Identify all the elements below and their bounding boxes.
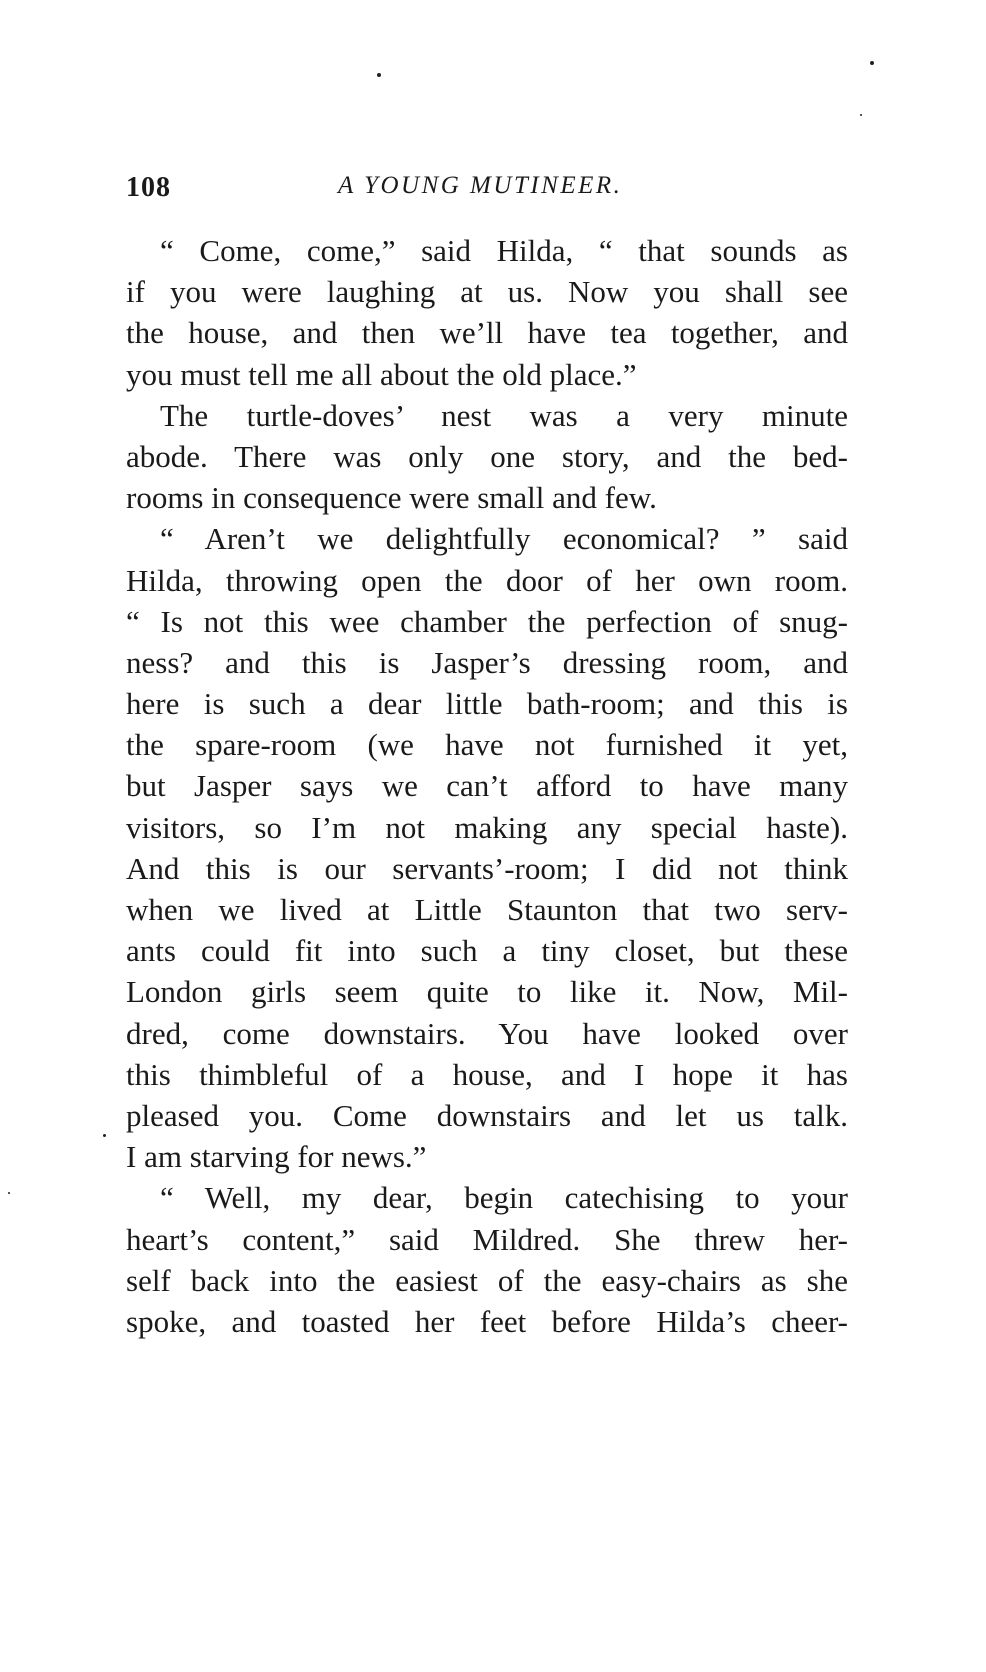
text-line: ness? and this is Jasper’s dressing room, and xyxy=(126,644,848,680)
text-line: you must tell me all about the old place.” xyxy=(126,356,637,392)
text-line: heart’s content,” said Mildred. She threw her- xyxy=(126,1221,848,1257)
page-number: 108 xyxy=(126,172,171,203)
text-line: if you were laughing at us. Now you shall see xyxy=(126,274,848,310)
ink-speck xyxy=(8,1192,10,1194)
text-line: when we lived at Little Staunton that two serv- xyxy=(126,892,848,927)
text-line: spoke, and toasted her feet before Hilda’s cheer- xyxy=(126,1303,848,1339)
text-line: ants could fit into such a tiny closet, but these xyxy=(126,933,848,969)
text-line: dred, come downstairs. You have looked over xyxy=(126,1015,848,1051)
running-title: A YOUNG MUTINEER. xyxy=(338,172,623,199)
text-line: The turtle-doves’ nest was a very minute xyxy=(160,397,848,433)
ink-speck xyxy=(870,61,874,65)
text-line: “ Is not this wee chamber the perfection of snug- xyxy=(126,603,848,639)
text-line: abode. There was only one story, and the bed- xyxy=(126,438,848,474)
running-head xyxy=(126,172,848,212)
text-line: rooms in consequence were small and few. xyxy=(126,480,657,516)
text-line: “ Well, my dear, begin catechising to your xyxy=(160,1180,848,1216)
text-line: here is such a dear little bath-room; and this is xyxy=(126,686,848,722)
text-line: “ Aren’t we delightfully economical? ” said xyxy=(160,521,848,557)
text-line: “ Come, come,” said Hilda, “ that sounds as xyxy=(160,233,848,268)
text-line: the spare-room (we have not furnished it yet, xyxy=(126,727,848,763)
body-text xyxy=(126,230,848,1342)
ink-speck xyxy=(860,114,862,116)
text-line: London girls seem quite to like it. Now, Mil- xyxy=(126,974,848,1010)
text-line: pleased you. Come downstairs and let us talk. xyxy=(126,1097,848,1133)
text-line: Hilda, throwing open the door of her own room. xyxy=(126,562,848,598)
text-line: self back into the easiest of the easy-chairs as she xyxy=(126,1262,848,1298)
text-line: And this is our servants’-room; I did not think xyxy=(126,850,848,886)
ink-speck xyxy=(103,1134,106,1137)
text-line: this thimbleful of a house, and I hope it has xyxy=(126,1056,848,1092)
text-line: I am starving for news.” xyxy=(126,1139,427,1175)
text-line: the house, and then we’ll have tea together, and xyxy=(126,315,848,351)
text-line: visitors, so I’m not making any special haste). xyxy=(126,809,848,845)
text-line: but Jasper says we can’t afford to have many xyxy=(126,768,848,804)
ink-speck xyxy=(377,73,381,77)
